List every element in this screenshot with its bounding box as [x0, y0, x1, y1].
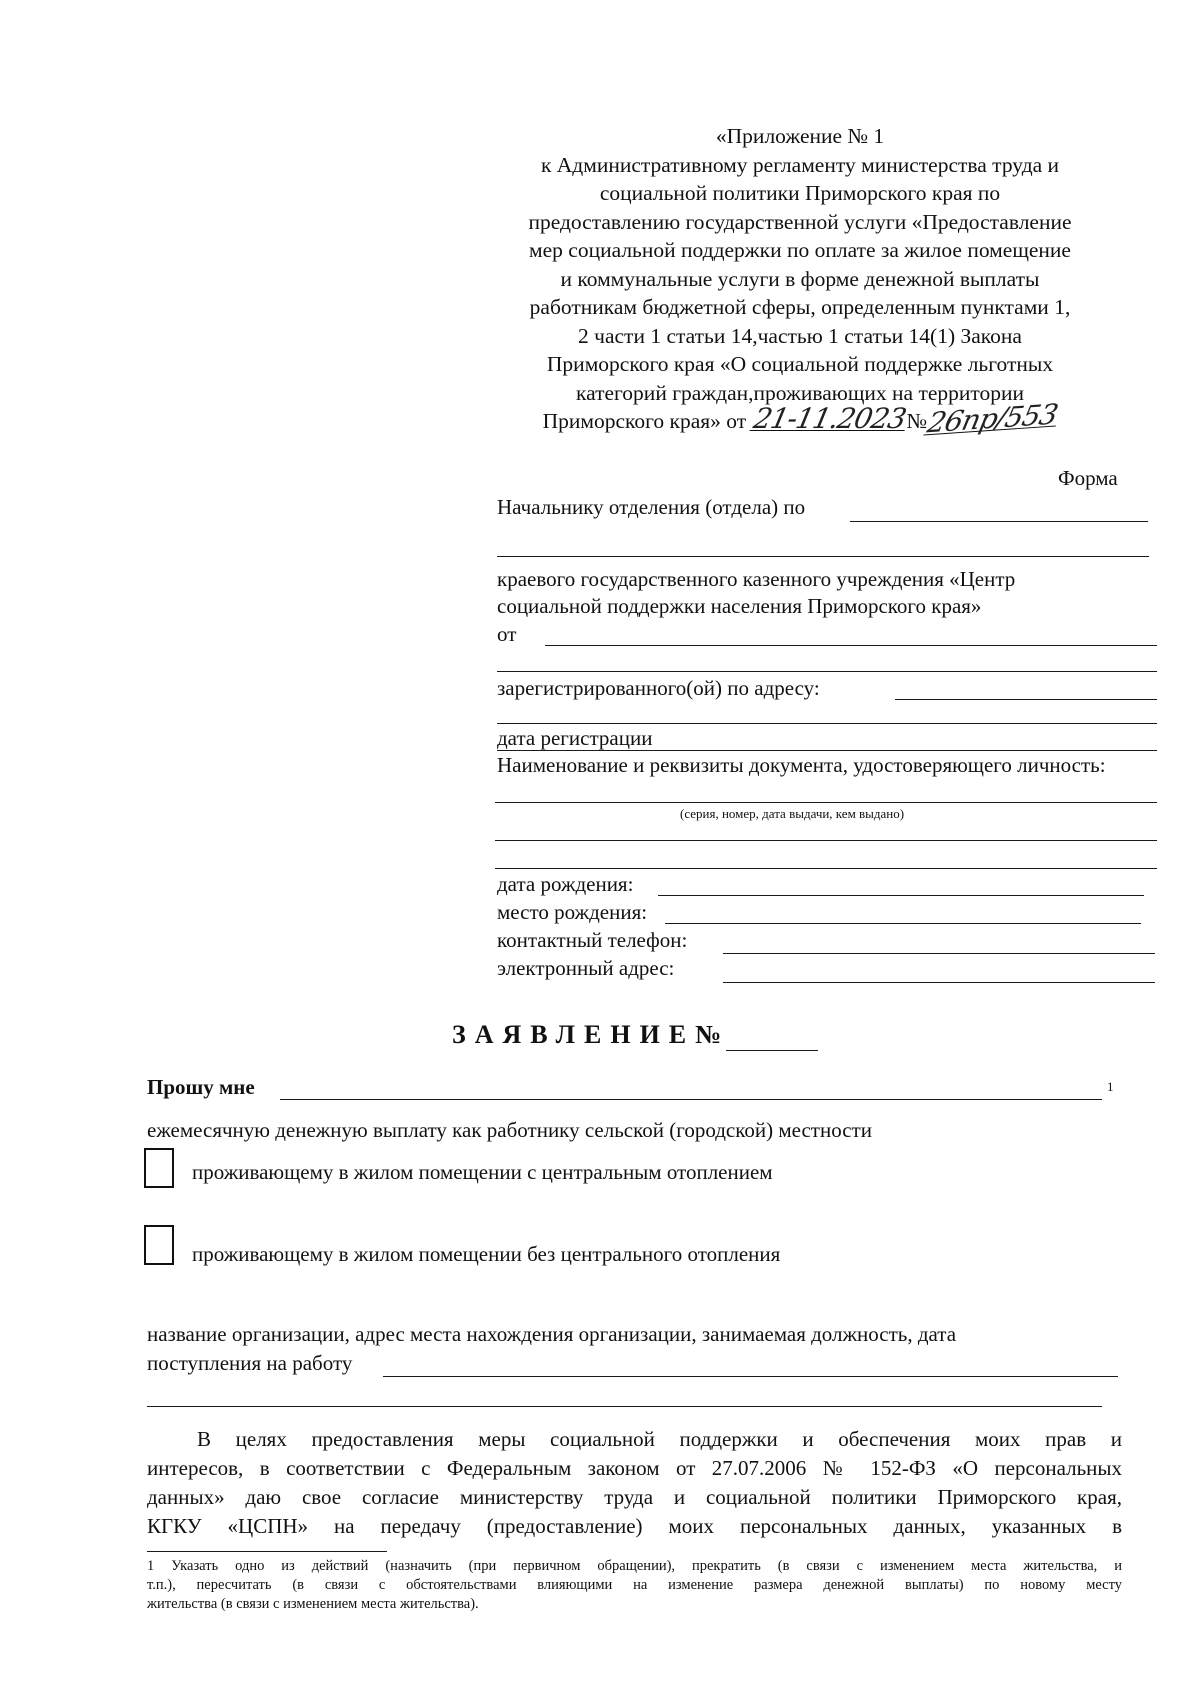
title-number-sign: №: [695, 1020, 722, 1049]
id-doc-label: Наименование и реквизиты документа, удостоверяющего личность:: [497, 753, 1106, 777]
action-field[interactable]: [280, 1099, 1102, 1100]
phone-label: контактный телефон:: [497, 928, 688, 952]
payment-text: ежемесячную денежную выплату как работнику сельской (городской) местности: [147, 1118, 872, 1142]
appendix-line: социальной политики Приморского края по: [599, 181, 1001, 205]
appendix-line: и коммунальные услуги в форме денежной выплаты: [560, 266, 1040, 291]
email-label: электронный адрес:: [497, 956, 675, 980]
org-line1: название организации, адрес места нахождения организации, занимаемая должность, дата: [147, 1322, 957, 1346]
head-label: Начальнику отделения (отдела) по: [497, 495, 806, 519]
application-number-field[interactable]: [726, 1050, 818, 1051]
institution-line1: краевого государственного казенного учреждения «Центр: [497, 567, 1016, 591]
option-no-central-label: проживающему в жилом помещении без центрального отопления: [192, 1242, 781, 1266]
appendix-line: 2 части 1 статьи 14,частью 1 статьи 14(1) Закона: [578, 323, 1022, 348]
appendix-line: работникам бюджетной сферы, определенным пунктами 1,: [529, 295, 1071, 319]
appendix-date-line: [490, 397, 1110, 440]
birth-date-label: дата рождения:: [497, 872, 634, 896]
department-field[interactable]: [850, 521, 1148, 522]
appendix-line: мер социальной поддержки по оплате за жилое помещение: [529, 238, 1071, 262]
ask-label: Прошу мне: [147, 1075, 255, 1099]
id-doc-hint: (серия, номер, дата выдачи, кем выдано): [680, 806, 905, 821]
consent-line3: данных» даю свое согласие министерству труда и социальной политики Приморского края,: [147, 1485, 1122, 1509]
registered-label: зарегистрированного(ой) по адресу:: [497, 676, 820, 700]
footnote-line1: 1 Указать одно из действий (назначить (при первичном обращении), прекратить (в связи с изменением места жительства, и: [147, 1558, 1122, 1574]
footnote-line2: т.п.), пересчитать (в связи с обстоятельствами влияющими на изменение размера денежной выплаты) по новому месту: [147, 1577, 1122, 1593]
birth-date-field[interactable]: [658, 895, 1144, 896]
institution-line2: социальной поддержки населения Приморского края»: [497, 594, 982, 618]
appendix-header: [490, 122, 1110, 440]
appendix-line: Приморского края «О социальной поддержке льготных: [546, 352, 1054, 376]
phone-field[interactable]: [723, 953, 1155, 954]
department-field-line2[interactable]: [497, 556, 1149, 557]
consent-line4: КГКУ «ЦСПН» на передачу (предоставление) моих персональных данных, указанных в: [147, 1514, 1122, 1538]
appendix-line: «Приложение № 1: [715, 124, 885, 148]
reg-date-label: дата регистрации: [497, 726, 653, 750]
appendix-line: предоставлению государственной услуги «Предоставление: [528, 209, 1072, 234]
option-central-label: проживающему в жилом помещении с центральным отоплением: [192, 1160, 773, 1184]
consent-line1: В целях предоставления меры социальной поддержки и обеспечения моих прав и: [197, 1427, 1122, 1451]
handwritten-date: 21-11.2023: [750, 402, 909, 435]
footnote-ref: 1: [1107, 1079, 1114, 1094]
form-label: Форма: [1058, 466, 1118, 490]
registered-address-field-line2[interactable]: [497, 723, 1157, 724]
number-label: №: [906, 409, 927, 433]
applicant-name-field-line2[interactable]: [497, 671, 1157, 672]
footnote-line3: жительства (в связи с изменением места жительства).: [147, 1596, 479, 1612]
id-doc-field-line3[interactable]: [495, 868, 1157, 869]
appendix-last-prefix: Приморского края» от: [542, 409, 747, 433]
from-label: от: [497, 622, 517, 646]
appendix-line: категорий граждан,проживающих на территории: [575, 380, 1025, 405]
registered-address-field[interactable]: [895, 699, 1157, 700]
option-central-checkbox[interactable]: [144, 1148, 174, 1188]
birth-place-field[interactable]: [665, 923, 1141, 924]
document-title: [452, 1020, 721, 1050]
appendix-line: к Административному регламенту министерства труда и: [540, 152, 1060, 177]
organization-field-line2[interactable]: [147, 1406, 1102, 1407]
id-doc-field[interactable]: [495, 802, 1157, 803]
title-text: ЗАЯВЛЕНИЕ: [452, 1020, 696, 1049]
consent-line2: интересов, в соответствии с Федеральным законом от 27.07.2006 № 152-ФЗ «О персональных: [147, 1456, 1122, 1480]
reg-date-field[interactable]: [497, 750, 1157, 751]
applicant-name-field[interactable]: [545, 645, 1157, 646]
footnote-divider: [147, 1551, 387, 1552]
email-field[interactable]: [723, 982, 1155, 983]
birth-place-label: место рождения:: [497, 900, 648, 924]
id-doc-field-line2[interactable]: [495, 840, 1157, 841]
org-line2-label: поступления на работу: [147, 1351, 353, 1375]
handwritten-number: 26пр/553: [924, 397, 1061, 440]
option-no-central-checkbox[interactable]: [144, 1225, 174, 1265]
organization-field[interactable]: [383, 1376, 1118, 1377]
